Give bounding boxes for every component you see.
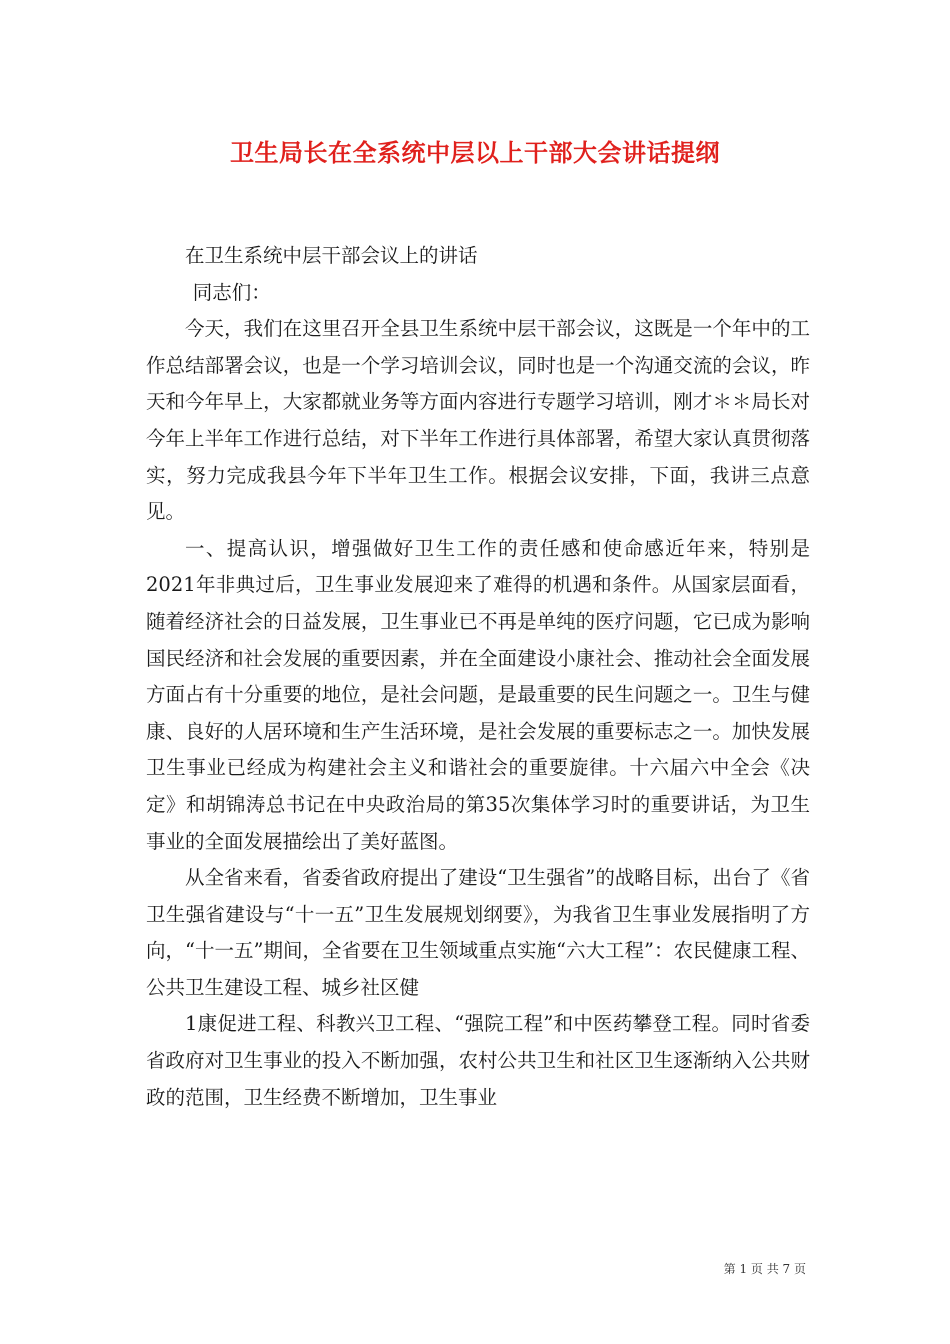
paragraph-section-one: 一、提高认识，增强做好卫生工作的责任感和使命感近年来，特别是2021年非典过后，卫生事业发展迎来了难得的机遇和条件。从国家层面看，随着经济社会的日益发展，卫生事业已不再是单纯的医疗问题，它已成为影响国民经济和社会发展的重要因素，并在全面建设小康社会、推动社会全面发展方面占有十分重要的地位，是社会问题，是最重要的民生问题之一。卫生与健康、良好的人居环境和生产生活环境，是社会发展的重要标志之一。加快发展卫生事业已经成为构建社会主义和谐社会的重要旋律。十六届六中全会《决定》和胡锦涛总书记在中央政治局的第35次集体学习时的重要讲话，为卫生事业的全面发展描绘出了美好蓝图。 [146,536,810,853]
paragraph-intro: 今天，我们在这里召开全县卫生系统中层干部会议，这既是一个年中的工作总结部署会议，也是一个学习培训会议，同时也是一个沟通交流的会议，昨天和今年早上，大家都就业务等方面内容进行专题学习培训，刚才＊＊局长对今年上半年工作进行总结，对下半年工作进行具体部署，希望大家认真贯彻落实，努力完成我县今年下半年卫生工作。根据会议安排，下面，我讲三点意见。 [146,317,810,524]
salutation: 同志们： [192,280,271,304]
document-title: 卫生局长在全系统中层以上干部大会讲话提纲 [230,139,720,167]
paragraph-province: 从全省来看，省委省政府提出了建设“卫生强省”的战略目标，出台了《省卫生强省建设与“十一五”卫生发展规划纲要》，为我省卫生事业发展指明了方向，“十一五”期间，全省要在卫生领域重点实施“六大工程”：农民健康工程、公共卫生建设工程、城乡社区健 [146,866,810,999]
page-number: 第 1 页 共 7 页 [723,1262,806,1276]
speech-heading: 在卫生系统中层干部会议上的讲话 [185,244,478,267]
document-body [146,238,810,1116]
paragraph-continuation: 1康促进工程、科教兴卫工程、“强院工程”和中医药攀登工程。同时省委省政府对卫生事业的投入不断加强，农村公共卫生和社区卫生逐渐纳入公共财政的范围，卫生经费不断增加，卫生事业 [146,1012,810,1109]
